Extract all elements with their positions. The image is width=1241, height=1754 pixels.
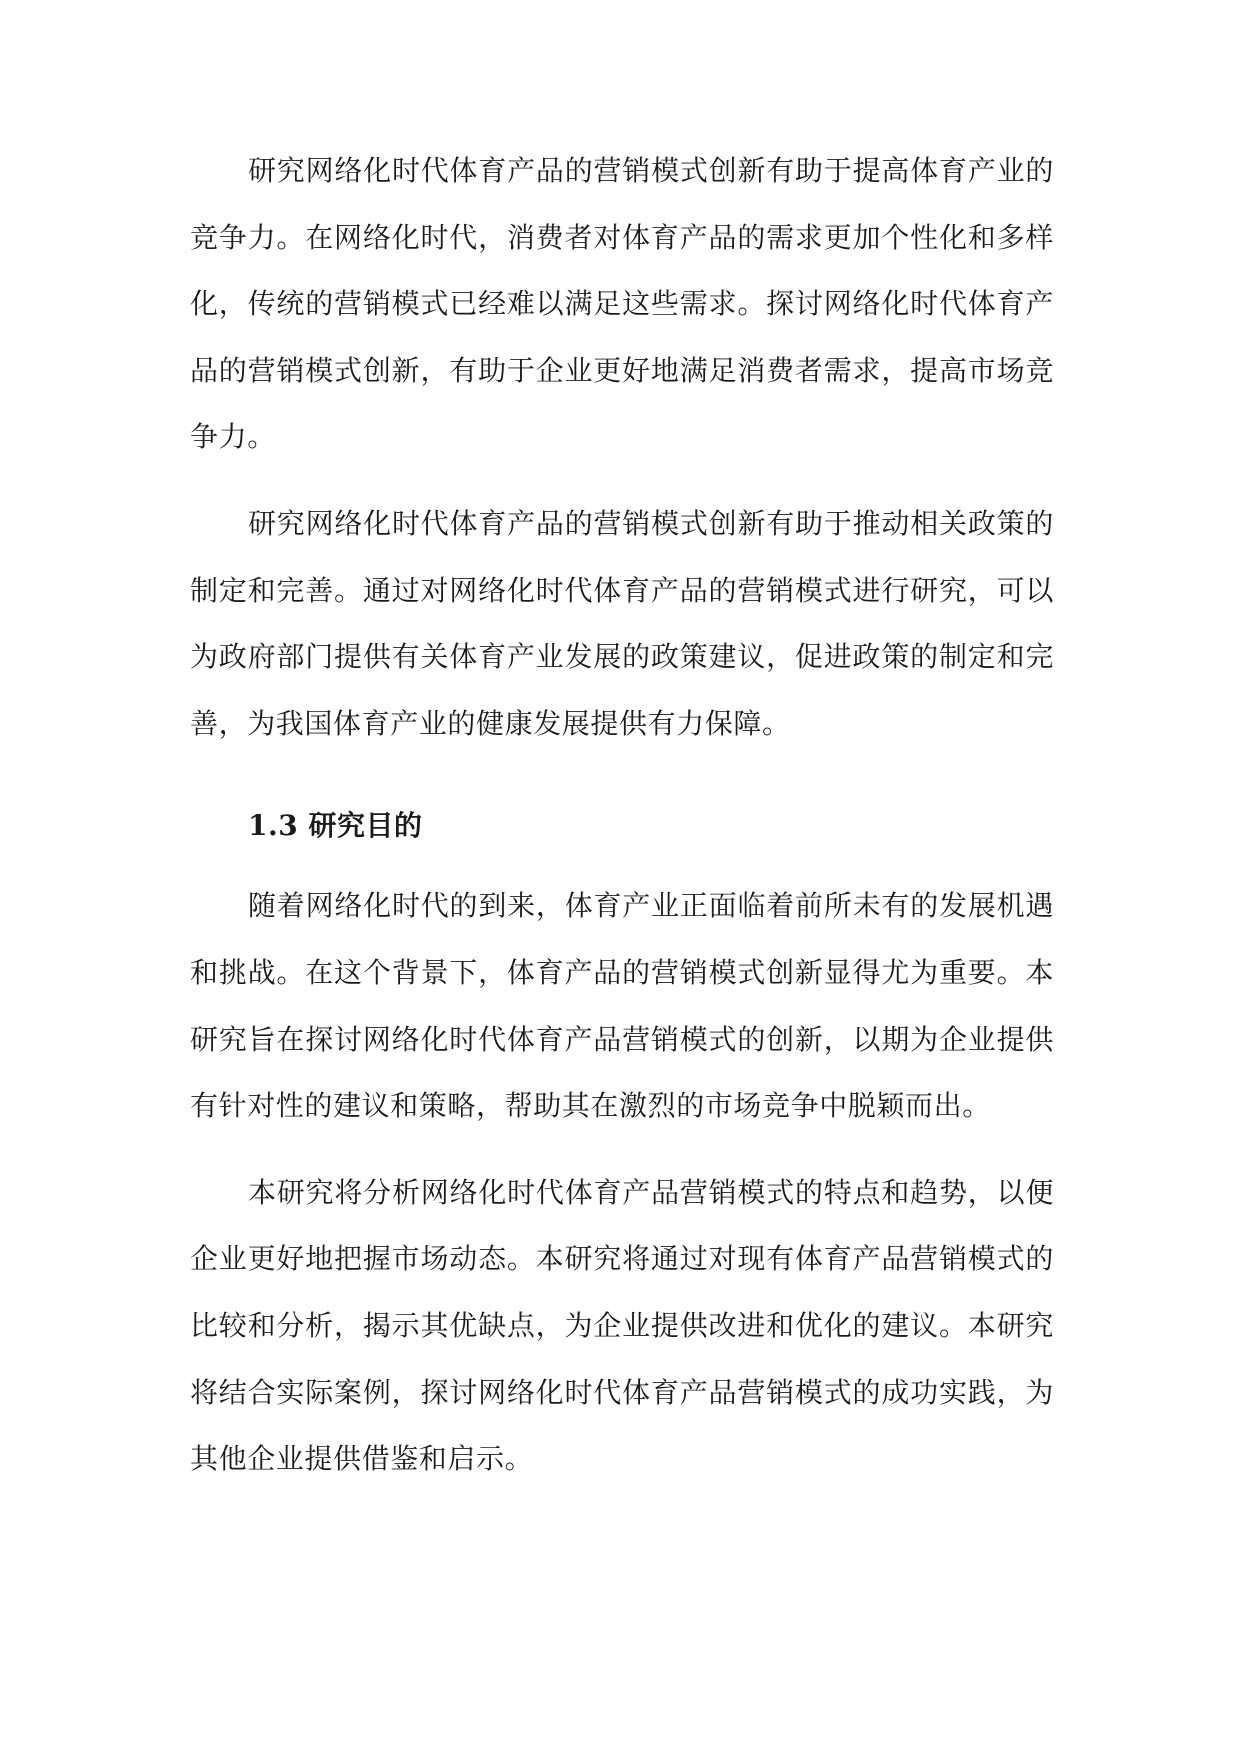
body-paragraph: 研究网络化时代体育产品的营销模式创新有助于提高体育产业的竞争力。在网络化时代，消费者对体育产品的需求更加个性化和多样化，传统的营销模式已经难以满足这些需求。探讨网络化时代体育产品的营销模式创新，有助于企业更好地满足消费者需求，提高市场竞争力。 [190,154,1054,454]
section-number: 1.3 [248,809,299,843]
body-paragraph: 本研究将分析网络化时代体育产品营销模式的特点和趋势，以便企业更好地把握市场动态。本研究将通过对现有体育产品营销模式的比较和分析，揭示其优缺点，为企业提供改进和优化的建议。本研究将结合实际案例，探讨网络化时代体育产品营销模式的成功实践，为其他企业提供借鉴和启示。 [190,1175,1054,1476]
section-heading [190,793,1054,859]
document-page [190,138,1054,1493]
body-paragraph: 随着网络化时代的到来，体育产业正面临着前所未有的发展机遇和挑战。在这个背景下，体育产品的营销模式创新显得尤为重要。本研究旨在探讨网络化时代体育产品营销模式的创新，以期为企业提供有针对性的建议和策略，帮助其在激烈的市场竞争中脱颖而出。 [190,889,1054,1123]
section-title: 研究目的 [308,809,423,843]
body-paragraph: 研究网络化时代体育产品的营销模式创新有助于推动相关政策的制定和完善。通过对网络化时代体育产品的营销模式进行研究，可以为政府部门提供有关体育产业发展的政策建议，促进政策的制定和完善，为我国体育产业的健康发展提供有力保障。 [190,506,1054,740]
